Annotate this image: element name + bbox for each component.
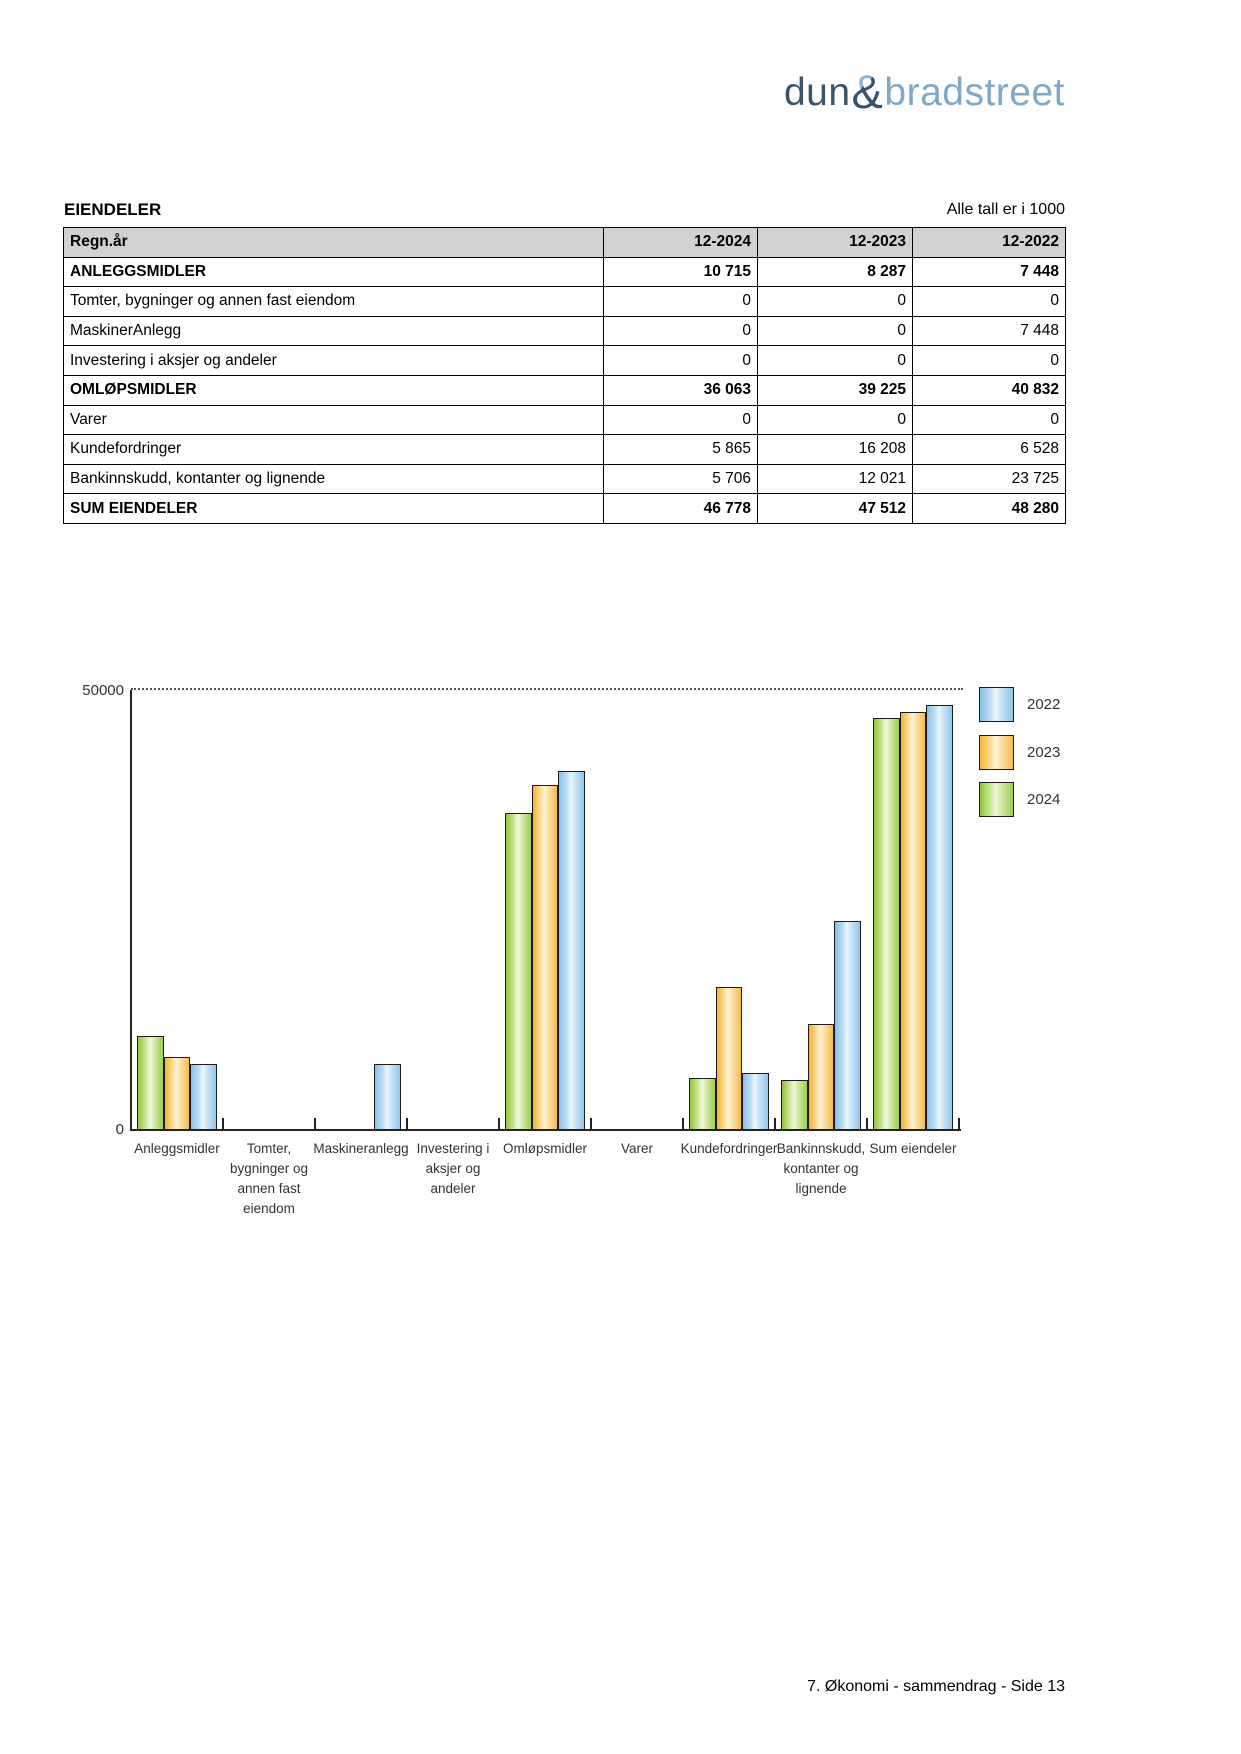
- row-value-cell: 7 448: [913, 257, 1066, 287]
- bar-2022-7: [742, 1073, 769, 1130]
- row-value-cell: 5 706: [604, 464, 758, 494]
- bar-2023-7: [716, 987, 743, 1130]
- category-label: Kundefordringer: [680, 1141, 778, 1156]
- legend-swatch-2024: [979, 782, 1014, 817]
- row-value-cell: 36 063: [604, 375, 758, 405]
- row-value-cell: 0: [758, 346, 913, 376]
- row-value-cell: 0: [913, 346, 1066, 376]
- table-row: [64, 316, 1066, 346]
- row-value-cell: 0: [604, 405, 758, 435]
- table-row: [64, 464, 1066, 494]
- bar-2022-9: [926, 705, 953, 1130]
- row-value-cell: 0: [604, 316, 758, 346]
- legend-item: [979, 687, 1060, 722]
- row-value-cell: 40 832: [913, 375, 1066, 405]
- bar-2024-5: [505, 813, 532, 1130]
- table-row: [64, 346, 1066, 376]
- row-value-cell: 48 280: [913, 494, 1066, 524]
- logo-text-dun: dun: [783, 71, 851, 114]
- bar-2023-5: [532, 785, 559, 1130]
- bar-2022-5: [558, 771, 585, 1130]
- bar-2024-7: [689, 1078, 716, 1130]
- logo-text-bradstreet: bradstreet: [884, 71, 1065, 114]
- table-header-cell: 12-2024: [604, 228, 758, 258]
- bar-2024-9: [873, 718, 900, 1130]
- table-header-row: [64, 228, 1066, 258]
- row-value-cell: 0: [758, 316, 913, 346]
- row-label-cell: MaskinerAnlegg: [64, 316, 604, 346]
- row-value-cell: 47 512: [758, 494, 913, 524]
- row-value-cell: 0: [758, 287, 913, 317]
- row-value-cell: 12 021: [758, 464, 913, 494]
- row-value-cell: 0: [913, 287, 1066, 317]
- table-row: [64, 375, 1066, 405]
- table-header-cell: Regn.år: [64, 228, 604, 258]
- row-label-cell: Kundefordringer: [64, 435, 604, 465]
- row-value-cell: 7 448: [913, 316, 1066, 346]
- bar-2024-8: [781, 1080, 808, 1130]
- category-label: Omløpsmidler: [502, 1141, 587, 1156]
- legend-item: [979, 782, 1060, 817]
- units-note: Alle tall er i 1000: [946, 201, 1065, 218]
- legend-swatch-2023: [979, 735, 1014, 770]
- row-value-cell: 46 778: [604, 494, 758, 524]
- row-value-cell: 5 865: [604, 435, 758, 465]
- assets-table: [63, 227, 1066, 524]
- row-value-cell: 16 208: [758, 435, 913, 465]
- section-title: EIENDELER: [64, 200, 162, 219]
- table-header-cell: 12-2022: [913, 228, 1066, 258]
- assets-table-body: [64, 228, 1066, 524]
- row-label-cell: Varer: [64, 405, 604, 435]
- row-value-cell: 23 725: [913, 464, 1066, 494]
- bar-2022-3: [374, 1064, 401, 1130]
- category-label: Maskineranlegg: [313, 1141, 409, 1156]
- row-value-cell: 0: [913, 405, 1066, 435]
- table-row: [64, 494, 1066, 524]
- category-labels: [131, 1139, 959, 1229]
- row-value-cell: 0: [758, 405, 913, 435]
- row-label-cell: ANLEGGSMIDLER: [64, 257, 604, 287]
- bar-2024-1: [137, 1036, 164, 1130]
- x-axis-line: [130, 1129, 961, 1131]
- legend-label: 2024: [1027, 791, 1061, 808]
- table-row: [64, 287, 1066, 317]
- table-row: [64, 257, 1066, 287]
- category-label: Tomter, bygninger og annen fast eiendom: [229, 1141, 309, 1216]
- bar-2023-9: [900, 712, 927, 1130]
- category-label: Varer: [620, 1141, 653, 1156]
- bar-2023-8: [808, 1024, 835, 1130]
- y-axis-max-label: 50000: [82, 682, 124, 699]
- y-axis-zero-label: 0: [115, 1121, 124, 1138]
- bar-2022-1: [190, 1064, 217, 1130]
- legend-label: 2022: [1027, 696, 1061, 713]
- row-value-cell: 8 287: [758, 257, 913, 287]
- table-header-cell: 12-2023: [758, 228, 913, 258]
- legend-label: 2023: [1027, 743, 1061, 761]
- category-label: Anleggsmidler: [134, 1141, 220, 1156]
- legend-swatch-2022: [979, 687, 1014, 722]
- row-value-cell: 10 715: [604, 257, 758, 287]
- plot-area: [131, 690, 959, 1130]
- row-label-cell: Bankinnskudd, kontanter og lignende: [64, 464, 604, 494]
- row-label-cell: OMLØPSMIDLER: [64, 375, 604, 405]
- table-row: [64, 435, 1066, 465]
- row-value-cell: 0: [604, 346, 758, 376]
- chart-legend: [979, 687, 1060, 830]
- category-label: Investering i aksjer og andeler: [416, 1141, 490, 1196]
- table-row: [64, 405, 1066, 435]
- legend-item: [979, 735, 1060, 770]
- bar-2022-8: [834, 921, 861, 1130]
- bar-2023-1: [164, 1057, 191, 1130]
- row-value-cell: 0: [604, 287, 758, 317]
- page-footer: 7. Økonomi - sammendrag - Side 13: [807, 1678, 1065, 1695]
- dun-bradstreet-logo: [783, 65, 1065, 118]
- category-label: Sum eiendeler: [869, 1141, 957, 1156]
- row-value-cell: 39 225: [758, 375, 913, 405]
- logo-ampersand-icon: &: [851, 65, 884, 118]
- row-label-cell: Tomter, bygninger og annen fast eiendom: [64, 287, 604, 317]
- row-label-cell: Investering i aksjer og andeler: [64, 346, 604, 376]
- category-label: Bankinnskudd, kontanter og lignende: [776, 1141, 866, 1196]
- row-label-cell: SUM EIENDELER: [64, 494, 604, 524]
- row-value-cell: 6 528: [913, 435, 1066, 465]
